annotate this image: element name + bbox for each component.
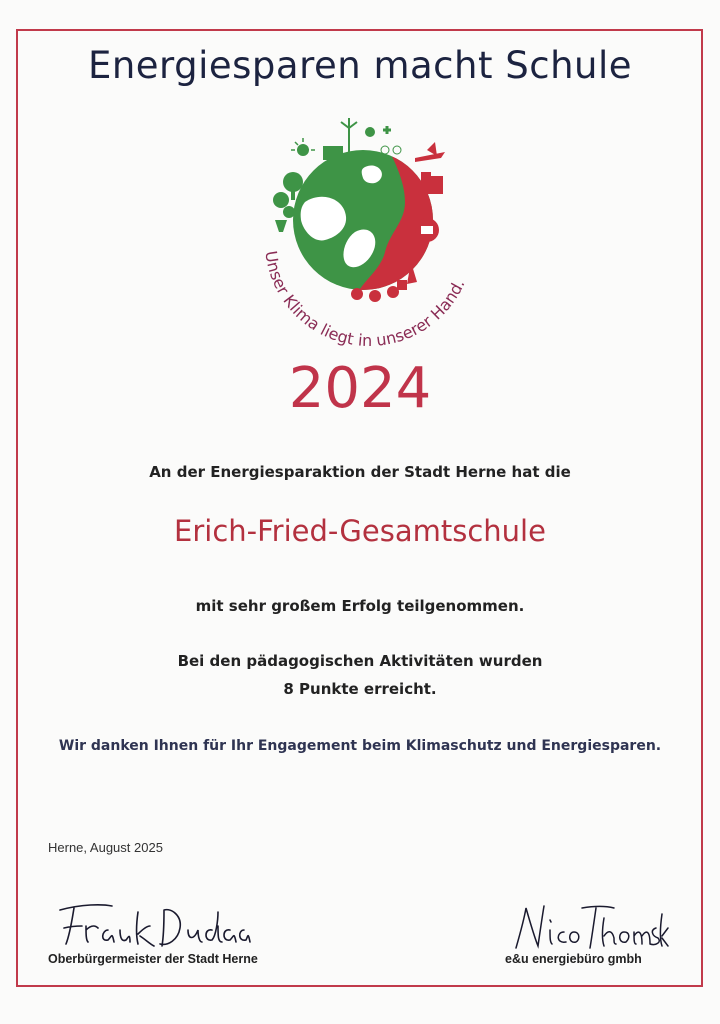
participation-text: mit sehr großem Erfolg teilgenommen. [195, 597, 525, 615]
mayor-label: Oberbürgermeister der Stadt Herne [48, 952, 258, 966]
place-date: Herne, August 2025 [48, 840, 163, 855]
logo-slogan: Unser Klima liegt in unserer Hand. [261, 249, 469, 351]
certificate-title: Energiesparen macht Schule [87, 44, 633, 87]
intro-text: An der Energiesparaktion der Stadt Herne hat die [149, 463, 571, 481]
activities-line-2: 8 Punkte erreicht. [283, 680, 437, 698]
energiebuero-label: e&u energiebüro gmbh [505, 952, 642, 966]
thanks-text: Wir danken Ihnen für Ihr Engagement beim Klimaschutz und Energiesparen. [58, 738, 662, 754]
activities-line-1: Bei den pädagogischen Aktivitäten wurden [177, 652, 543, 670]
energiebuero-signature [510, 898, 670, 954]
climate-globe-logo [245, 112, 485, 352]
mayor-signature [52, 896, 252, 952]
certificate-year: 2024 [288, 356, 432, 421]
school-name: Erich-Fried-Gesamtschule [174, 514, 546, 548]
